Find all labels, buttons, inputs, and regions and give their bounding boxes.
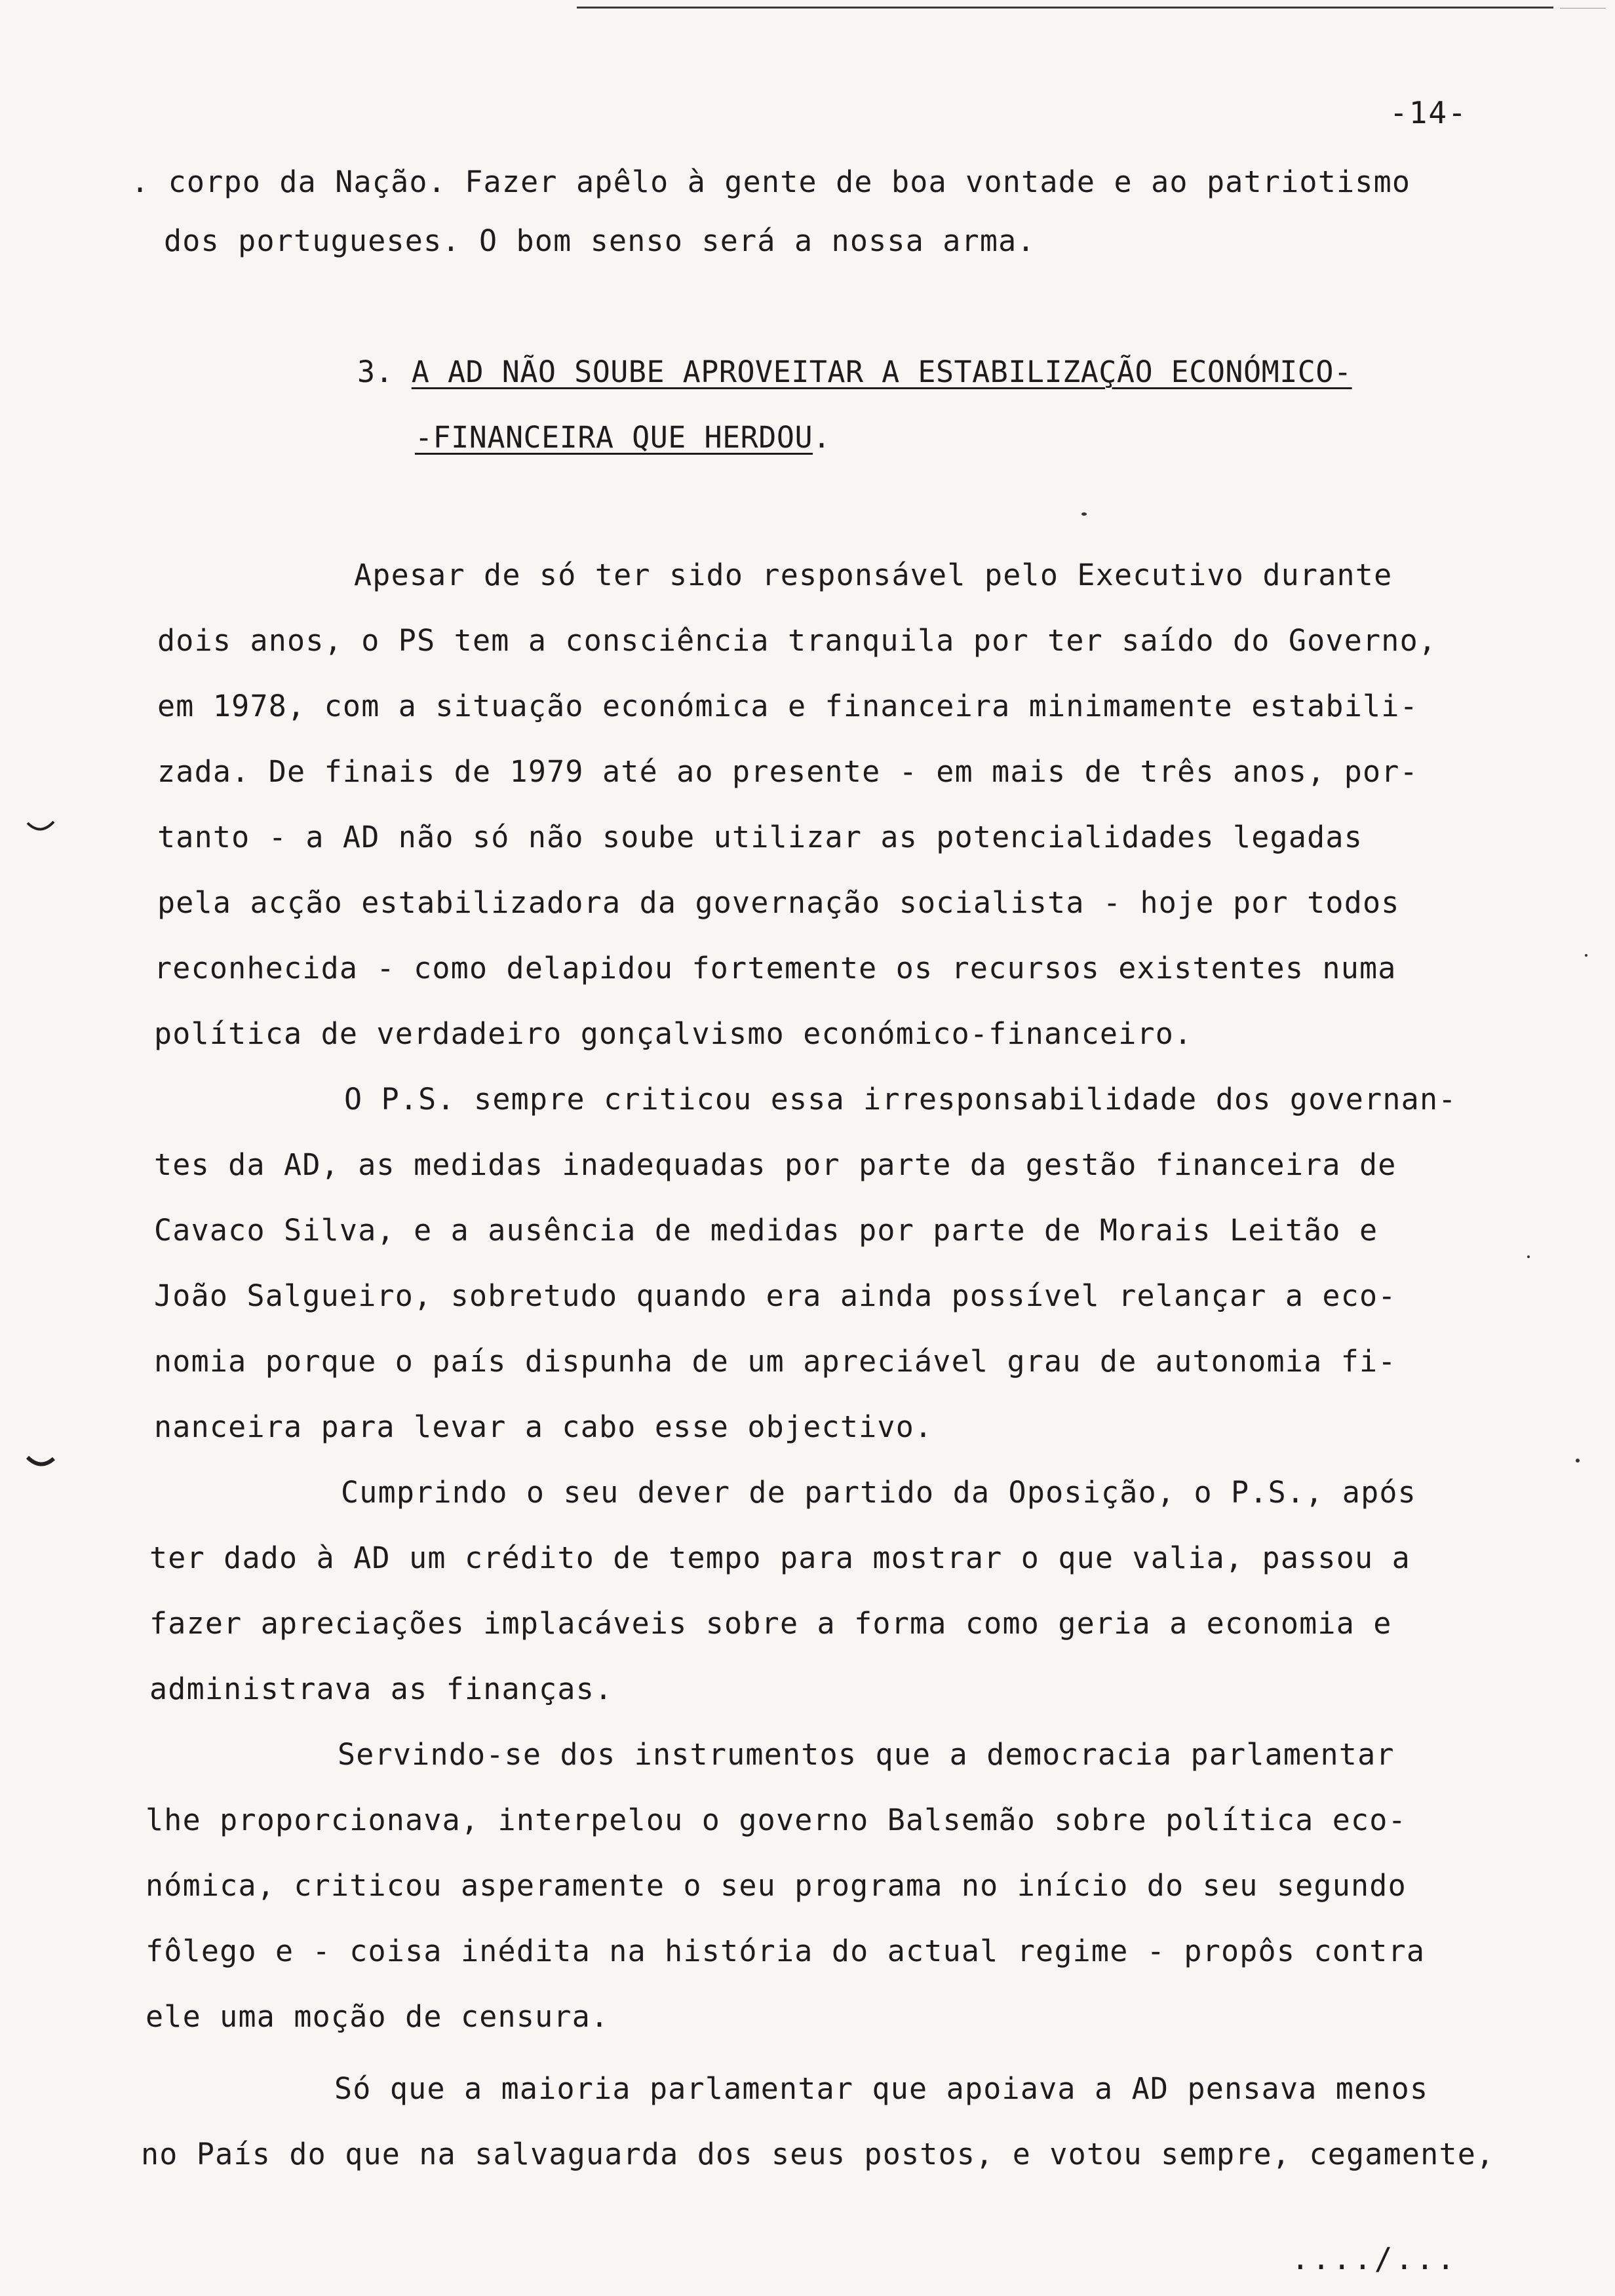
section-title-2: -FINANCEIRA QUE HERDOU [415,420,813,455]
section-heading-line-1 [357,353,1352,392]
top-rule-faint [1560,8,1606,9]
text-line: Só que a maioria parlamentar que apoiava a AD pensava menos [334,2071,1429,2106]
text-line: dos portugueses. O bom senso será a nossa arma. [164,223,1036,258]
text-line: tanto - a AD não só não soube utilizar as potencialidades legadas [157,820,1363,854]
text-line: nanceira para levar a cabo esse objectivo. [154,1409,933,1444]
text-line: reconhecida - como delapidou fortemente os recursos existentes numa [154,951,1397,985]
text-line: Cumprindo o seu dever de partido da Oposição, o P.S., após [341,1475,1416,1510]
text-line: nómica, criticou asperamente o seu programa no início do seu segundo [146,1868,1407,1903]
text-line: ele uma moção de censura. [146,1999,610,2034]
section-number: 3. [357,354,394,389]
text-line: O P.S. sempre criticou essa irresponsabilidade dos governan- [344,1082,1457,1117]
text-line: ter dado à AD um crédito de tempo para mostrar o que valia, passou a [149,1540,1411,1575]
text-line: dois anos, o PS tem a consciência tranquila por ter saído do Governo, [157,623,1437,658]
text-line: João Salgueiro, sobretudo quando era ainda possível relançar a eco- [154,1278,1397,1313]
ink-speck [1585,954,1587,957]
page-number: -14- [1390,95,1468,130]
margin-hole-mark [25,1453,58,1473]
margin-hole-mark [25,818,58,837]
text-line: no País do que na salvaguarda dos seus postos, e votou sempre, cegamente, [141,2137,1495,2172]
section-title-end: . [813,420,831,455]
top-rule [577,7,1553,9]
text-line: Servindo-se dos instrumentos que a democracia parlamentar [338,1737,1395,1772]
ink-speck [1527,1255,1530,1258]
text-line: . corpo da Nação. Fazer apêlo à gente de boa vontade e ao patriotismo [131,164,1411,199]
text-line: Cavaco Silva, e a ausência de medidas por parte de Morais Leitão e [154,1213,1378,1248]
text-line: pela acção estabilizadora da governação socialista - hoje por todos [157,885,1400,920]
text-line: em 1978, com a situação económica e financeira minimamente estabili- [157,689,1418,723]
section-title-1: A AD NÃO SOUBE APROVEITAR A ESTABILIZAÇÃO ECONÓMICO- [411,354,1352,389]
ink-speck [1081,512,1087,516]
text-line: tes da AD, as medidas inadequadas por parte da gestão financeira de [154,1147,1397,1182]
section-heading-line-2 [415,418,831,457]
text-line: Apesar de só ter sido responsável pelo Executivo durante [354,558,1393,592]
text-line: fazer apreciações implacáveis sobre a forma como geria a economia e [149,1606,1392,1641]
text-line: política de verdadeiro gonçalvismo económico-financeiro. [154,1016,1193,1051]
text-line: nomia porque o país dispunha de um apreciável grau de autonomia fi- [154,1344,1397,1379]
text-line: administrava as finanças. [149,1672,613,1706]
text-line: fôlego e - coisa inédita na história do actual regime - propôs contra [146,1934,1426,1968]
continuation-mark: ..../... [1291,2241,1458,2276]
text-line: zada. De finais de 1979 até ao presente - em mais de três anos, por- [157,754,1418,789]
text-line: lhe proporcionava, interpelou o governo Balsemão sobre política eco- [146,1803,1407,1837]
ink-speck [1576,1459,1580,1463]
